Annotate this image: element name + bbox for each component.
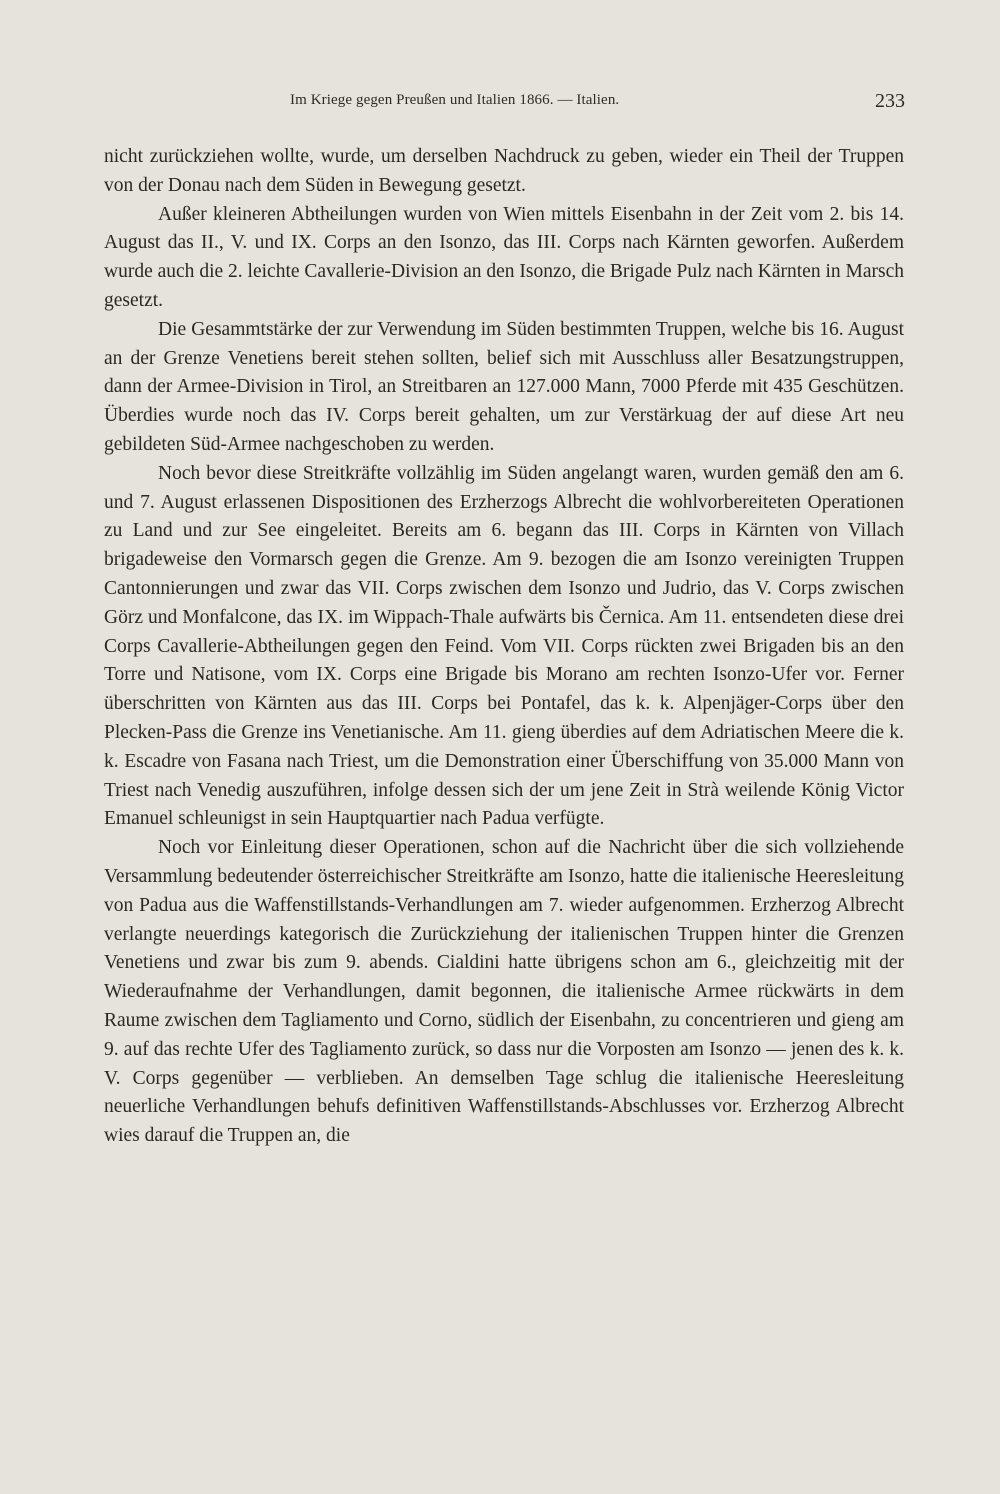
paragraph-continued: nicht zurückziehen wollte, wurde, um derselben Nachdruck zu geben, wieder ein Theil der Truppen von der Donau nach dem Süden in Bewegung gesetzt. xyxy=(104,146,904,196)
page-header xyxy=(100,90,905,120)
paragraph: Noch vor Einleitung dieser Operationen, schon auf die Nachricht über die sich vollziehende Versammlung bedeutender österreichischer Streitkräfte am Isonzo, hatte die italienische Heeresleitung von Padua aus die Waffenstillstands-Verhandlungen am 7. wieder aufgenommen. Erzherzog Albrecht verlangte neuerdings kategorisch die Zurückziehung der italienischen Truppen hinter die Grenzen Venetiens und zwar bis zum 9. abends. Cialdini hatte übrigens schon am 6., gleichzeitig mit der Wiederaufnahme der Verhandlungen, damit begonnen, die italienische Armee rückwärts in dem Raume zwischen dem Tagliamento und Corno, südlich der Eisenbahn, zu concentrieren und gieng am 9. auf das rechte Ufer des Tagliamento zurück, so dass nur die Vorposten am Isonzo — jenen des k. k. V. Corps gegenüber — verblieben. An demselben Tage schlug die italienische Heeresleitung neuerliche Verhandlungen behufs definitiven Waffenstillstands-Abschlusses vor. Erzherzog Albrecht wies darauf die Truppen an, die xyxy=(104,837,904,1147)
paragraph: Die Gesammtstärke der zur Verwendung im Süden bestimmten Truppen, welche bis 16. August an der Grenze Venetiens bereit stehen sollten, belief sich mit Ausschluss aller Besatzungstruppen, dann der Armee-Division in Tirol, an Streitbaren an 127.000 Mann, 7000 Pferde mit 435 Geschützen. Überdies wurde noch das IV. Corps bereit gehalten, um zur Verstärkuag der auf diese Art neu gebildeten Süd-Armee nachgeschoben zu werden. xyxy=(104,318,904,455)
running-head: Im Kriege gegen Preußen und Italien 1866. — Italien. xyxy=(290,92,620,108)
page-number: 233 xyxy=(875,90,905,112)
paragraph: Noch bevor diese Streitkräfte vollzählig im Süden angelangt waren, wurden gemäß den am 6. und 7. August erlassenen Dispositionen des Erzherzogs Albrecht die wohlvorbereiteten Operationen zu Land und zur See eingeleitet. Bereits am 6. begann das III. Corps in Kärnten von Villach brigadeweise den Vormarsch gegen die Grenze. Am 9. bezogen die am Isonzo vereinigten Truppen Cantonnierungen und zwar das VII. Corps zwischen dem Isonzo und Judrio, das V. Corps zwischen Görz und Monfalcone, das IX. im Wippach-Thale aufwärts bis Černica. Am 11. entsendeten diese drei Corps Cavallerie-Abtheilungen gegen den Feind. Vom VII. Corps rückten zwei Brigaden bis an den Torre und Natisone, vom IX. Corps eine Brigade bis Morano am rechten Isonzo-Ufer vor. Ferner überschritten von Kärnten aus das III. Corps bei Pontafel, das k. k. Alpenjäger-Corps über den Plecken-Pass die Grenze ins Venetianische. Am 11. gieng überdies auf dem Adriatischen Meere die k. k. Escadre von Fasana nach Triest, um die Demonstration einer Überschiffung von 35.000 Mann von Triest nach Venedig auszuführen, infolge dessen sich der um jene Zeit in Strà weilende König Victor Emanuel schleunigst in sein Hauptquartier nach Padua verfügte. xyxy=(104,462,904,830)
body-text xyxy=(104,143,904,1151)
paragraph: Außer kleineren Abtheilungen wurden von Wien mittels Eisenbahn in der Zeit vom 2. bis 14. August das II., V. und IX. Corps an den Isonzo, das III. Corps nach Kärnten geworfen. Außerdem wurde auch die 2. leichte Cavallerie-Division an den Isonzo, die Brigade Pulz nach Kärnten in Marsch gesetzt. xyxy=(104,203,904,311)
